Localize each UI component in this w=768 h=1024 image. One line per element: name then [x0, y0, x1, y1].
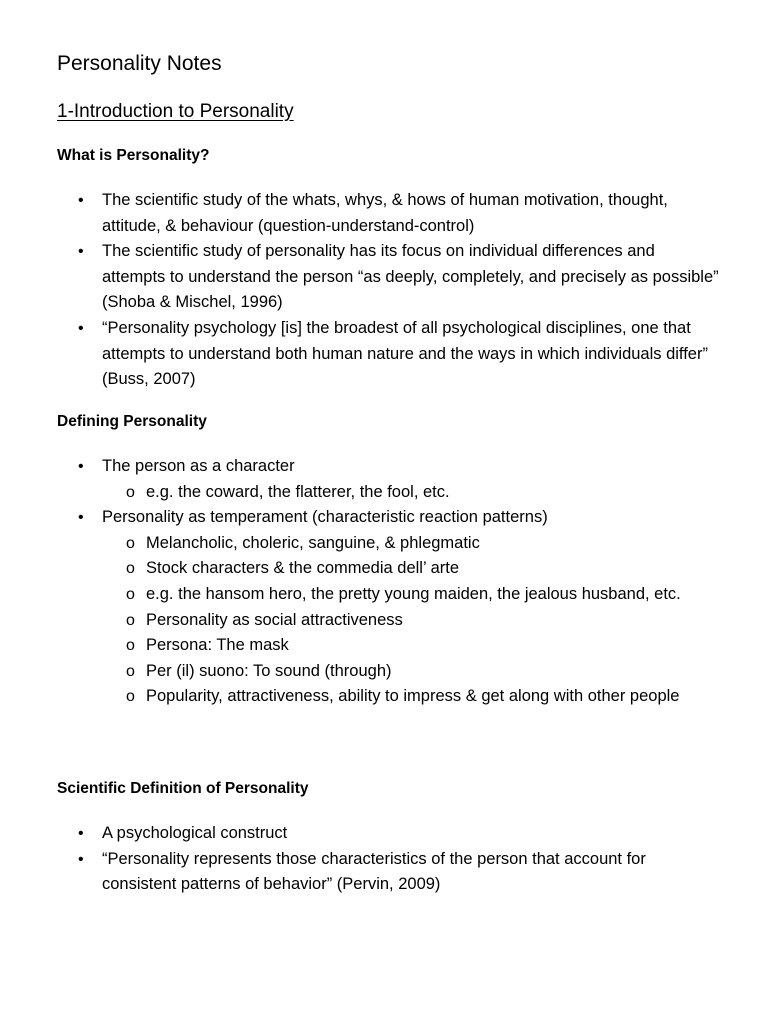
sub-list-item — [102, 608, 720, 634]
sub-item-text: Melancholic, choleric, sanguine, & phlegmatic — [146, 533, 480, 552]
sub-list-item — [102, 684, 720, 710]
sub-list-item — [102, 633, 720, 659]
heading-what-is-personality: What is Personality? — [57, 147, 210, 164]
list-what-is-personality — [0, 188, 720, 393]
list-scientific-definition — [0, 821, 720, 898]
sub-list — [102, 480, 720, 506]
sub-bullet-icon: o — [126, 534, 135, 552]
list-item — [0, 316, 720, 393]
sub-item-text: Persona: The mask — [146, 636, 289, 655]
sub-list-item — [102, 480, 720, 506]
sub-item-text: e.g. the hansom hero, the pretty young maiden, the jealous husband, etc. — [146, 584, 681, 603]
list-item — [0, 847, 720, 898]
heading-scientific-definition: Scientific Definition of Personality — [57, 780, 309, 797]
section-title: 1-Introduction to Personality — [57, 101, 294, 122]
sub-list-item — [102, 556, 720, 582]
list-item — [0, 505, 720, 710]
sub-list-item — [102, 582, 720, 608]
item-text: The person as a character — [102, 457, 295, 475]
item-text: “Personality psychology [is] the broadest of all psychological disciplines, one that attempts to understand both human nature and the ways in which individuals differ” (Buss, 2007) — [102, 318, 708, 389]
bullet-icon: • — [78, 850, 84, 868]
list-item — [0, 239, 720, 316]
item-text: “Personality represents those characteristics of the person that account for consistent patterns of behavior” (Pervin, 2009) — [102, 849, 646, 894]
sub-item-text: Stock characters & the commedia dell’ arte — [146, 559, 460, 578]
list-item — [0, 821, 720, 847]
sub-item-text: Per (il) suono: To sound (through) — [146, 661, 392, 680]
sub-item-text: Popularity, attractiveness, ability to impress & get along with other people — [146, 687, 680, 706]
sub-list-item — [102, 659, 720, 685]
bullet-icon: • — [78, 192, 84, 209]
sub-bullet-icon: o — [126, 585, 135, 603]
heading-defining-personality: Defining Personality — [57, 413, 207, 430]
item-text: The scientific study of the whats, whys, & hows of human motivation, thought, attitude, & behaviour (question-understand-control) — [102, 191, 668, 235]
list-item — [0, 188, 720, 239]
sub-item-text: Personality as social attractiveness — [146, 610, 403, 629]
list-item — [0, 454, 720, 505]
sub-bullet-icon: o — [126, 637, 135, 655]
bullet-icon: • — [78, 319, 84, 337]
document-title: Personality Notes — [57, 52, 222, 75]
list-defining-personality — [0, 454, 720, 710]
sub-bullet-icon: o — [126, 662, 135, 680]
sub-list — [102, 531, 720, 710]
item-text: The scientific study of personality has its focus on individual differences and attempts to understand the person “as deeply, completely, and precisely as possible” (Shoba & Mischel, 1996) — [102, 242, 719, 312]
sub-bullet-icon: o — [126, 611, 135, 629]
bullet-icon: • — [78, 825, 84, 842]
sub-list-item — [102, 531, 720, 557]
sub-item-text: e.g. the coward, the flatterer, the fool, etc. — [146, 482, 450, 501]
sub-bullet-icon: o — [126, 688, 135, 706]
bullet-icon: • — [78, 458, 84, 475]
item-text: A psychological construct — [102, 824, 288, 842]
sub-bullet-icon: o — [126, 483, 135, 501]
bullet-icon: • — [78, 509, 84, 527]
item-text: Personality as temperament (characteristic reaction patterns) — [102, 508, 548, 527]
sub-bullet-icon: o — [126, 560, 135, 578]
bullet-icon: • — [78, 243, 84, 261]
